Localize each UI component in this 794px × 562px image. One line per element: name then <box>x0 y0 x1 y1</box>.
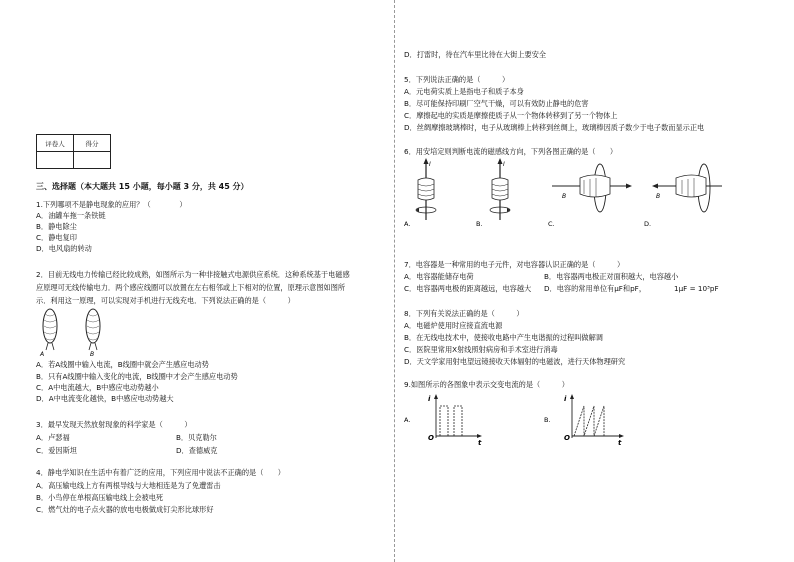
q1-option-a[interactable]: A．油罐车拖一条铁链 <box>36 211 106 220</box>
svg-text:t: t <box>618 439 622 447</box>
q5-stem: 5．下列说法正确的是（ ） <box>404 75 510 84</box>
svg-text:i: i <box>564 395 567 403</box>
svg-text:i: i <box>428 395 431 403</box>
score-table-cell-score[interactable] <box>74 152 111 169</box>
q3-option-a[interactable]: A．卢瑟福 <box>36 433 70 442</box>
q6-fig-c <box>548 164 632 228</box>
q4-option-d[interactable]: D．打雷时，待在汽车里比待在大街上要安全 <box>404 50 547 59</box>
q7-option-a[interactable]: A．电容器能储存电荷 <box>404 272 474 281</box>
svg-text:B: B <box>656 193 661 200</box>
q1-option-d[interactable]: D．电风扇的转动 <box>36 244 92 253</box>
score-table-header-grader: 评卷人 <box>37 135 74 152</box>
q6-fig-d <box>644 164 722 228</box>
svg-text:O: O <box>428 434 434 442</box>
q3-stem: 3．最早发现天然放射现象的科学家是（ ） <box>36 420 192 429</box>
q5-option-d[interactable]: D．丝绸摩擦玻璃棒时，电子从玻璃棒上转移到丝绸上，玻璃棒因质子数少于电子数而显示正电 <box>404 123 705 132</box>
score-table-header-score: 得分 <box>74 135 111 152</box>
svg-text:C.: C. <box>548 220 555 228</box>
q4-option-b[interactable]: B．小鸟停在单根高压输电线上会被电死 <box>36 493 164 502</box>
q6-stem: 6．用安培定则判断电流的磁感线方向，下列各图正确的是（ ） <box>404 147 618 156</box>
q2-stem-line2: 应原理可无线传输电力．两个感应线圈可以放置在左右相邻或上下相对的位置，原理示意图如图所 <box>36 283 346 292</box>
coil-b-label: B <box>90 351 95 358</box>
q2-option-d[interactable]: D．A中电流变化越快，B中感应电动势越大 <box>36 394 174 403</box>
svg-text:B: B <box>562 193 567 200</box>
q7-option-b[interactable]: B．电容器两电极正对面积越大，电容越小 <box>544 272 679 281</box>
q7-option-d-formula: 1μF = 10³pF <box>674 284 719 293</box>
svg-text:A.: A. <box>404 416 411 424</box>
svg-text:I: I <box>429 161 431 168</box>
score-table <box>36 134 111 169</box>
q4-stem: 4．静电学知识在生活中有着广泛的应用，下列应用中说法不正确的是（ ） <box>36 468 285 477</box>
svg-text:D.: D. <box>644 220 652 228</box>
q3-option-b[interactable]: B．贝克勒尔 <box>176 433 217 442</box>
q4-option-a[interactable]: A．高压输电线上方有两根导线与大地相连是为了免遭雷击 <box>36 481 221 490</box>
section-title: 三、选择题（本大题共 15 小题，每小题 3 分，共 45 分） <box>36 182 249 191</box>
q5-option-b[interactable]: B．尽可能保持印刷厂空气干燥，可以有效防止静电的危害 <box>404 99 589 108</box>
q8-stem: 8．下列有关说法正确的是（ ） <box>404 309 524 318</box>
q7-option-c[interactable]: C．电容器两电极的距离越远，电容越大 <box>404 284 532 293</box>
q3-option-d[interactable]: D．查德威克 <box>176 446 218 455</box>
svg-text:B.: B. <box>476 220 483 228</box>
q7-stem: 7．电容器是一种常用的电子元件，对电容器认识正确的是（ ） <box>404 260 625 269</box>
q2-option-a[interactable]: A．若A线圈中输入电流，B线圈中就会产生感应电动势 <box>36 360 209 369</box>
q8-option-d[interactable]: D．天文学家用射电望远镜接收天体辐射的电磁波，进行天体物理研究 <box>404 357 626 366</box>
svg-text:I: I <box>503 161 505 168</box>
svg-text:O: O <box>564 434 570 442</box>
svg-text:A.: A. <box>404 220 411 228</box>
coil-a-label: A <box>40 351 45 358</box>
q1-option-b[interactable]: B．静电除尘 <box>36 222 77 231</box>
q9-graphs <box>404 392 634 452</box>
svg-text:B.: B. <box>544 416 551 424</box>
q6-figures <box>404 158 724 230</box>
q9-graph-a <box>404 394 482 447</box>
q7-option-d[interactable]: D．电容的常用单位有μF和pF， <box>544 284 647 293</box>
svg-text:t: t <box>478 439 482 447</box>
column-divider <box>394 0 395 562</box>
q1-stem: 1.下列哪项不是静电现象的应用？（ ） <box>36 200 187 209</box>
q2-stem-line3: 示．利用这一原理，可以实现对手机进行无线充电．下列说法正确的是（ ） <box>36 296 295 305</box>
q9-stem: 9.如图所示的各图象中表示交变电流的是（ ） <box>404 380 569 389</box>
q2-coils-figure <box>36 306 116 356</box>
q9-graph-b <box>544 394 624 447</box>
q6-fig-b <box>476 158 510 228</box>
q5-option-c[interactable]: C．摩擦起电的实质是摩擦使质子从一个物体转移到了另一个物体上 <box>404 111 618 120</box>
q8-option-c[interactable]: C．医院里常用X射线照射病房和手术室进行消毒 <box>404 345 558 354</box>
q2-option-b[interactable]: B．只有A线圈中输入变化的电流，B线圈中才会产生感应电动势 <box>36 372 238 381</box>
q8-option-a[interactable]: A．电磁炉使用时应接直流电源 <box>404 321 503 330</box>
score-table-cell-grader[interactable] <box>37 152 74 169</box>
q2-stem-line1: 2．目前无线电力传输已经比较成熟，如图所示为一种非接触式电源供应系统．这种系统基于电磁感 <box>36 270 350 279</box>
q8-option-b[interactable]: B．在无线电技术中，使接收电路中产生电谐振的过程叫做解调 <box>404 333 603 342</box>
q2-option-c[interactable]: C．A中电流越大，B中感应电动势越小 <box>36 383 159 392</box>
q4-option-c[interactable]: C．燃气灶的电子点火器的放电电极做成钉尖形比球形好 <box>36 505 214 514</box>
q5-option-a[interactable]: A．元电荷实质上是指电子和质子本身 <box>404 87 524 96</box>
q1-option-c[interactable]: C．静电复印 <box>36 233 77 242</box>
q3-option-c[interactable]: C．爱因斯坦 <box>36 446 77 455</box>
q6-fig-a <box>404 158 436 228</box>
